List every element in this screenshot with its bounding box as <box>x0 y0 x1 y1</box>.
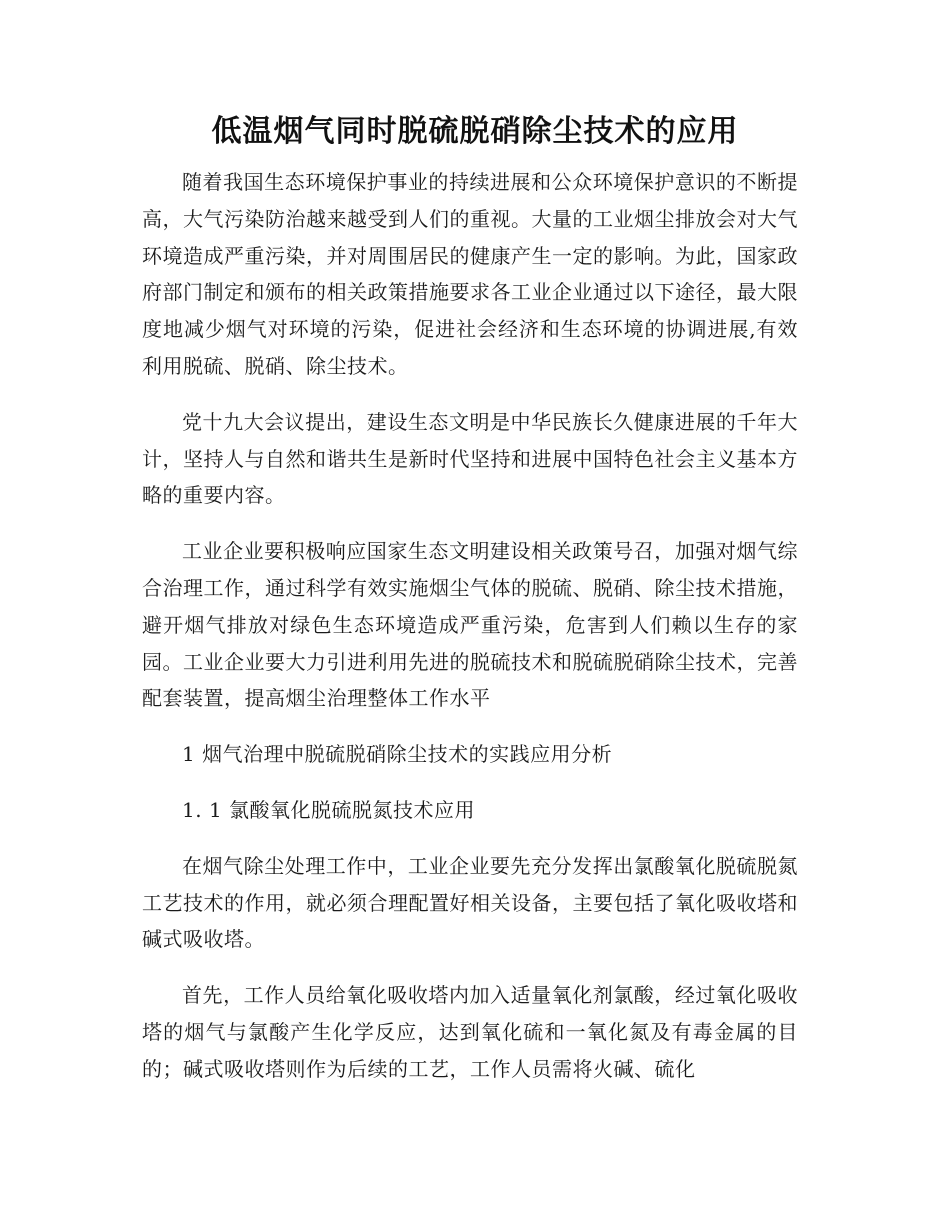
section-heading-1: 1 烟气治理中脱硫脱硝除尘技术的实践应用分析 <box>182 742 613 767</box>
paragraph-nineteenth-congress: 党十九大会议提出，建设生态文明是中华民族长久健康进展的千年大计，坚持人与自然和谐共生是新时代坚持和进展中国特色社会主义基本方略的重要内容。 <box>142 409 798 508</box>
document-title: 低温烟气同时脱硫脱硝除尘技术的应用 <box>211 114 739 149</box>
paragraph-intro: 随着我国生态环境保护事业的持续进展和公众环境保护意识的不断提高，大气污染防治越来越受到人们的重视。大量的工业烟尘排放会对大气环境造成严重污染，并对周围居民的健康产生一定的影响。为此，国家政府部门制定和颁布的相关政策措施要求各工业企业通过以下途径，最大限度地减少烟气对环境的污染，促进社会经济和生态环境的协调进展,有效利用脱硫、脱硝、除尘技术。 <box>142 170 798 378</box>
paragraph-industry-response: 工业企业要积极响应国家生态文明建设相关政策号召，加强对烟气综合治理工作，通过科学有效实施烟尘气体的脱硫、脱硝、除尘技术措施，避开烟气排放对绿色生态环境造成严重污染，危害到人们赖以生存的家园。工业企业要大力引进利用先进的脱硫技术和脱硫脱硝除尘技术，完善配套装置，提高烟尘治理整体工作水平 <box>142 539 798 711</box>
paragraph-process: 首先，工作人员给氧化吸收塔内加入适量氧化剂氯酸，经过氧化吸收塔的烟气与氯酸产生化学反应，达到氧化硫和一氧化氮及有毒金属的目的；碱式吸收塔则作为后续的工艺，工作人员需将火碱、硫化 <box>142 983 798 1081</box>
document-body <box>142 164 798 1107</box>
section-heading-1-1: 1. 1 氯酸氧化脱硫脱氮技术应用 <box>182 797 476 822</box>
paragraph-equipment: 在烟气除尘处理工作中，工业企业要先充分发挥出氯酸氧化脱硫脱氮工艺技术的作用，就必须合理配置好相关设备，主要包括了氧化吸收塔和碱式吸收塔。 <box>142 853 798 952</box>
